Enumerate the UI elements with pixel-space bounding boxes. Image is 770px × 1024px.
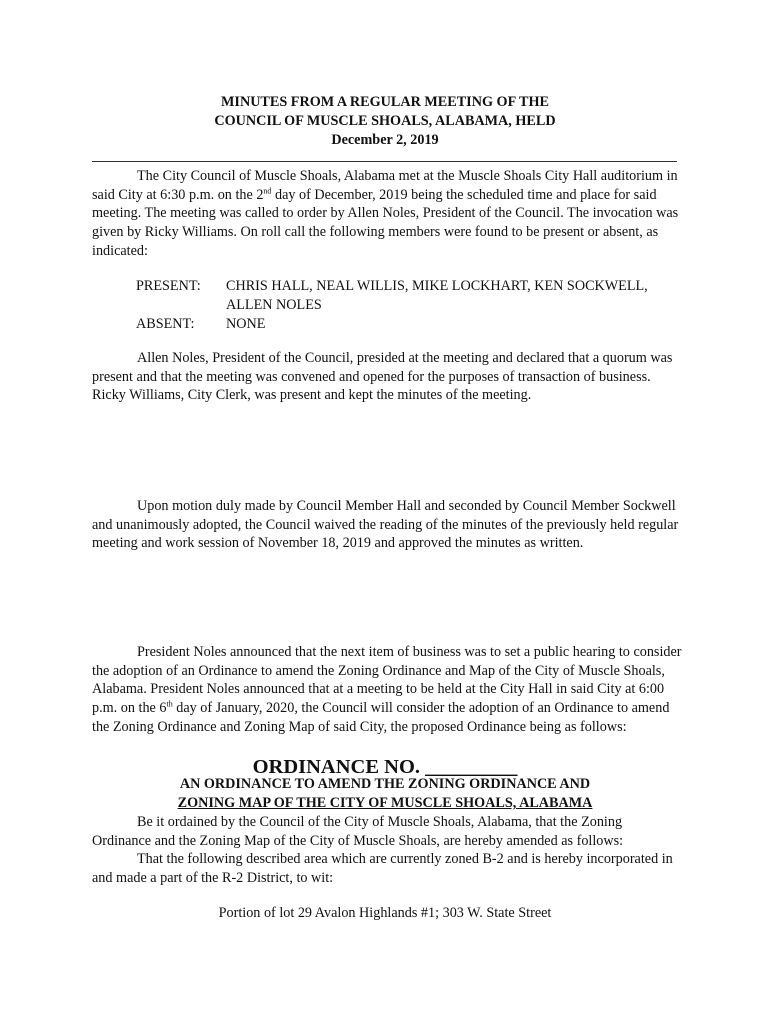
meeting-date: December 2, 2019 <box>331 132 439 148</box>
header-divider <box>92 161 677 162</box>
quorum-paragraph: Allen Noles, President of the Council, presided at the meeting and declared that a quorum was present and that the meeting was convened and opened for the purposes of transaction of business. Ricky Williams, City Clerk, was present and kept the minutes of the meeting. <box>92 350 673 404</box>
ordinance-subtitle-line-2: ZONING MAP OF THE CITY OF MUSCLE SHOALS, ALABAMA <box>177 795 593 811</box>
parcel-description: Portion of lot 29 Avalon Highlands #1; 303 W. State Street <box>218 905 552 921</box>
opening-paragraph: The City Council of Muscle Shoals, Alabama met at the Muscle Shoals City Hall auditorium in said City at 6:30 p.m. on the 2nd day of December, 2019 being the scheduled time and place for said meeting. The meeting was called to order by Allen Noles, President of the Council. The invocation was given by Ricky Williams. On roll call the following members were found to be present or absent, as indicated: <box>92 168 679 259</box>
present-members-line-1: CHRIS HALL, NEAL WILLIS, MIKE LOCKHART, KEN SOCKWELL, <box>226 278 648 294</box>
rezoning-area-paragraph: That the following described area which are currently zoned B-2 and is hereby incorporated in and made a part of the R-2 District, to wit: <box>92 851 673 886</box>
present-members-line-2: ALLEN NOLES <box>226 297 322 313</box>
present-label: PRESENT: <box>136 278 201 294</box>
public-hearing-paragraph: President Noles announced that the next item of business was to set a public hearing to consider the adoption of an Ordinance to amend the Zoning Ordinance and Map of the City of Muscle Shoals, Alabama. President Noles announced that at a meeting to be held at the City Hall in said City at 6:00 p.m. on the 6th day of January, 2020, the Council will consider the adoption of an Ordinance to amend the Zoning Ordinance and Zoning Map of said City, the proposed Ordinance being as follows: <box>92 644 682 735</box>
ordained-paragraph: Be it ordained by the Council of the City of Muscle Shoals, Alabama, that the Zoning Ordinance and the Zoning Map of the City of Muscle Shoals, are hereby amended as follows: <box>92 814 624 849</box>
minutes-approval-paragraph: Upon motion duly made by Council Member Hall and seconded by Council Member Sockwell and unanimously adopted, the Council waived the reading of the minutes of the previously held regular meeting and work session of November 18, 2019 and approved the minutes as written. <box>92 498 679 552</box>
ordinance-number: ORDINANCE NO. _________ <box>252 756 518 778</box>
absent-label: ABSENT: <box>136 316 195 332</box>
ordinance-subtitle-line-1: AN ORDINANCE TO AMEND THE ZONING ORDINANCE AND <box>179 776 591 792</box>
absent-members: NONE <box>226 316 266 332</box>
minutes-title-line-2: COUNCIL OF MUSCLE SHOALS, ALABAMA, HELD <box>214 113 556 129</box>
minutes-title-line-1: MINUTES FROM A REGULAR MEETING OF THE <box>221 94 549 110</box>
